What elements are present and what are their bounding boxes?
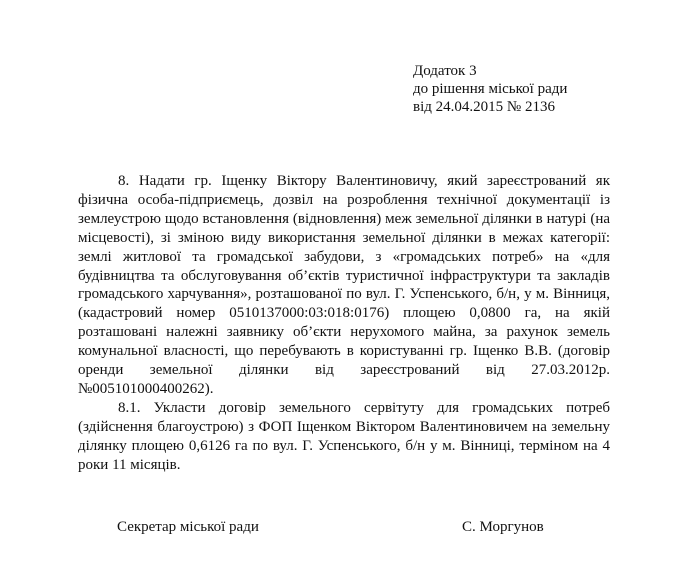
appendix-header <box>413 62 567 116</box>
appendix-decision: до рішення міської ради <box>413 81 568 97</box>
document-body <box>78 172 610 475</box>
appendix-number: Додаток 3 <box>413 63 477 79</box>
paragraph-8: 8. Надати гр. Іщенку Віктору Валентиновичу, який зареєстрований як фізична особа-підприємець, дозвіл на розроблення технічної документації із землеустрою щодо встановлення (відновлення) меж земельної ділянки в натурі (на місцевості), зі зміною виду використання земельної ділянки в межах категорії: землі житлової та громадської забудови, з «громадських потреб» на «для будівництва та обслуговування об’єктів туристичної інфраструктури та закладів громадського харчування», розташованої по вул. Г. Успенського, б/н, у м. Вінниця, (кадастровий номер 0510137000:03:018:0176) площею 0,0800 га, на якій розташовані належні заявнику об’єкти нерухомого майна, за рахунок земель комунальної власності, що перебувають в користуванні гр. Іщенко В.В. (договір оренди земельної ділянки від зареєстрований від 27.03.2012р. №005101000400262). <box>78 173 610 397</box>
paragraph-8-1: 8.1. Укласти договір земельного сервітуту для громадських потреб (здійснення благоустрою) з ФОП Іщенком Віктором Валентиновичем на земельну ділянку площею 0,6126 га по вул. Г. Успенського, б/н у м. Вінниці, терміном на 4 роки 11 місяців. <box>78 399 610 473</box>
signature-role: Секретар міської ради <box>117 519 259 535</box>
appendix-date-number: від 24.04.2015 № 2136 <box>413 99 555 115</box>
signature-name: С. Моргунов <box>462 519 544 535</box>
